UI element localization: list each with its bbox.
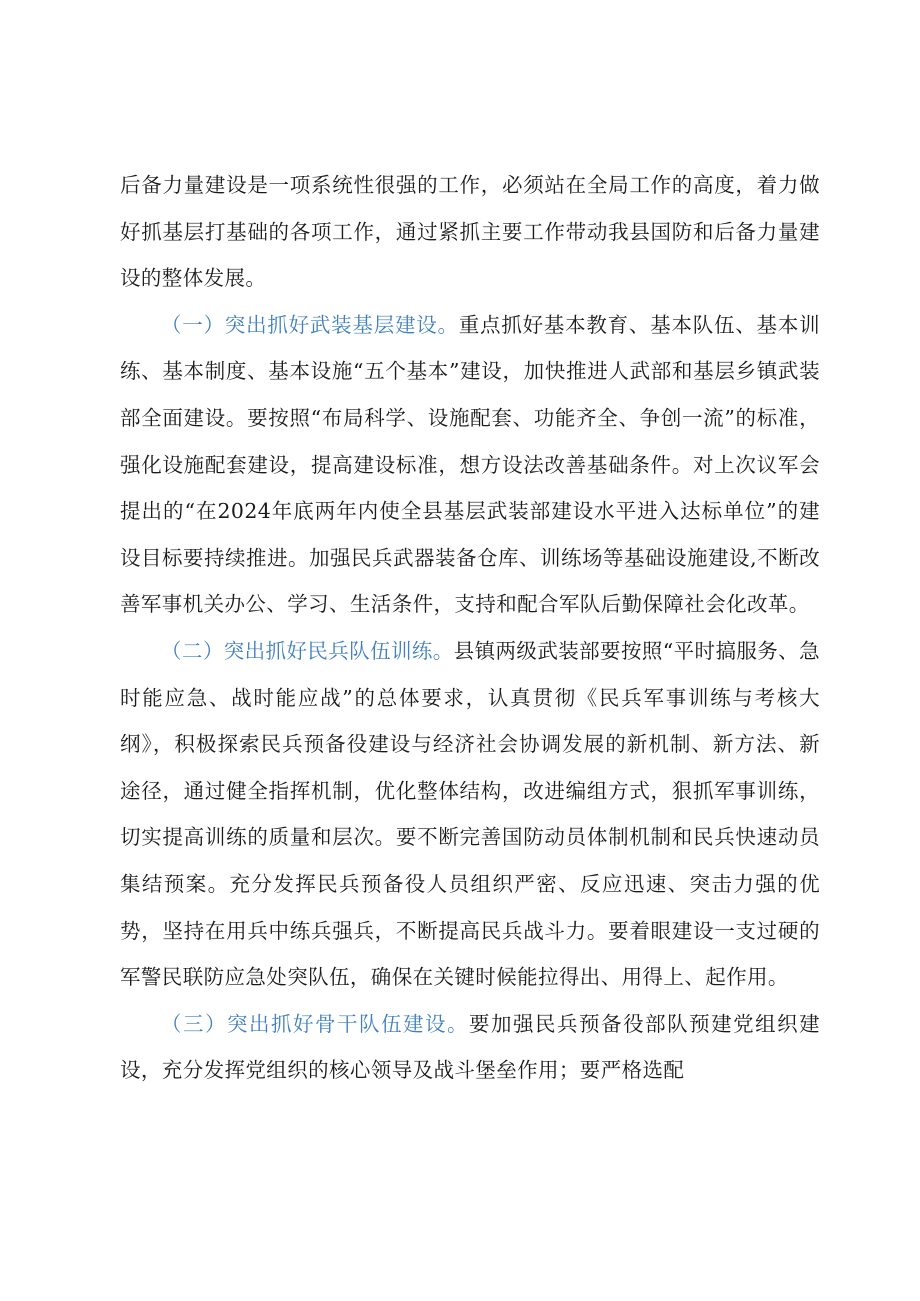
section-heading: （二）突出抓好民兵队伍训练。 — [161, 638, 454, 663]
paragraph-intro — [120, 162, 820, 302]
document-body — [120, 162, 820, 1094]
section-heading: （三）突出抓好骨干队伍建设。 — [161, 1011, 470, 1036]
paragraph-text: 后备力量建设是一项系统性很强的工作，必须站在全局工作的高度，着力做好抓基层打基础的各项工作，通过紧抓主要工作带动我县国防和后备力量建设的整体发展。 — [120, 173, 820, 291]
paragraph-text: 重点抓好基本教育、基本队伍、基本训练、基本制度、基本设施“五个基本”建设，加快推进人武部和基层乡镇武装部全面建设。要按照“布局科学、设施配套、功能齐全、争创一流”的标准，强化设施配套建设，提高建设标准，想方设法改善基础条件。对上次议军会提出的“在2024年底两年内使全县基层武装部建设水平进入达标单位”的建设目标要持续推进。加强民兵武器装备仓库、训练场等基础设施建设,不断改善军事机关办公、学习、生活条件，支持和配合军队后勤保障社会化改革。 — [120, 312, 820, 617]
section-heading: （一）突出抓好武装基层建设。 — [161, 312, 459, 337]
paragraph-section-1 — [120, 302, 820, 628]
paragraph-section-2 — [120, 628, 820, 1001]
paragraph-text: 县镇两级武装部要按照“平时搞服务、急时能应急、战时能应战”的总体要求，认真贯彻《民兵军事训练与考核大纲》，积极探索民兵预备役建设与经济社会协调发展的新机制、新方法、新途径，通过健全指挥机制，优化整体结构，改进编组方式，狠抓军事训练，切实提高训练的质量和层次。要不断完善国防动员体制机制和民兵快速动员集结预案。充分发挥民兵预备役人员组织严密、反应迅速、突击力强的优势，坚持在用兵中练兵强兵，不断提高民兵战斗力。要着眼建设一支过硬的军警民联防应急处突队伍，确保在关键时候能拉得出、用得上、起作用。 — [120, 638, 820, 990]
paragraph-text: 要加强民兵预备役部队预建党组织建设，充分发挥党组织的核心领导及战斗堡垒作用；要严格选配 — [120, 1011, 820, 1083]
paragraph-section-3 — [120, 1001, 820, 1094]
